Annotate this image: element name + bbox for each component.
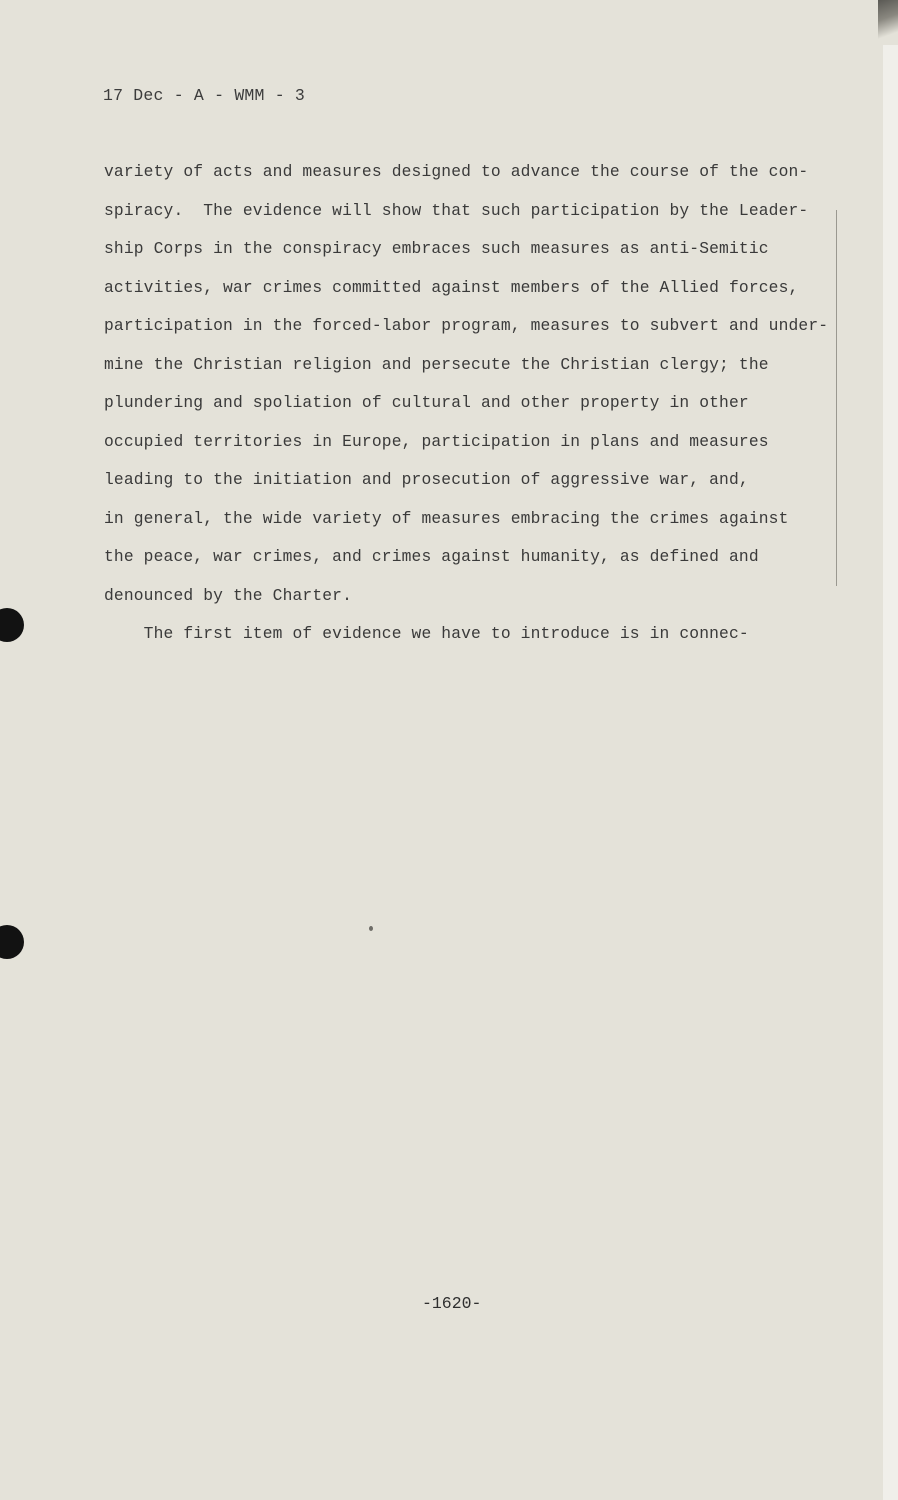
body-line: spiracy. The evidence will show that such participation by the Leader- (104, 201, 809, 220)
body-line: in general, the wide variety of measures embracing the crimes against (104, 509, 789, 528)
body-line: participation in the forced-labor program, measures to subvert and under- (104, 316, 829, 335)
document-header: 17 Dec - A - WMM - 3 (103, 86, 306, 105)
body-line: the peace, war crimes, and crimes against humanity, as defined and (104, 547, 759, 566)
punch-hole-icon (0, 925, 24, 959)
body-line: ship Corps in the conspiracy embraces such measures as anti-Semitic (104, 239, 769, 258)
body-line: activities, war crimes committed against members of the Allied forces, (104, 278, 799, 297)
margin-line (836, 210, 837, 586)
folded-corner (878, 0, 898, 45)
body-line: plundering and spoliation of cultural and other property in other (104, 393, 749, 412)
ink-speck (369, 926, 373, 931)
page-number: -1620- (422, 1294, 482, 1313)
page-edge (883, 0, 898, 1500)
paragraph-start-line: The first item of evidence we have to introduce is in connec- (104, 624, 749, 643)
body-line: denounced by the Charter. (104, 586, 353, 605)
punch-hole-icon (0, 608, 24, 642)
body-line: leading to the initiation and prosecution of aggressive war, and, (104, 470, 749, 489)
body-line: variety of acts and measures designed to advance the course of the con- (104, 162, 809, 181)
body-line: mine the Christian religion and persecute the Christian clergy; the (104, 355, 769, 374)
body-line: occupied territories in Europe, participation in plans and measures (104, 432, 769, 451)
